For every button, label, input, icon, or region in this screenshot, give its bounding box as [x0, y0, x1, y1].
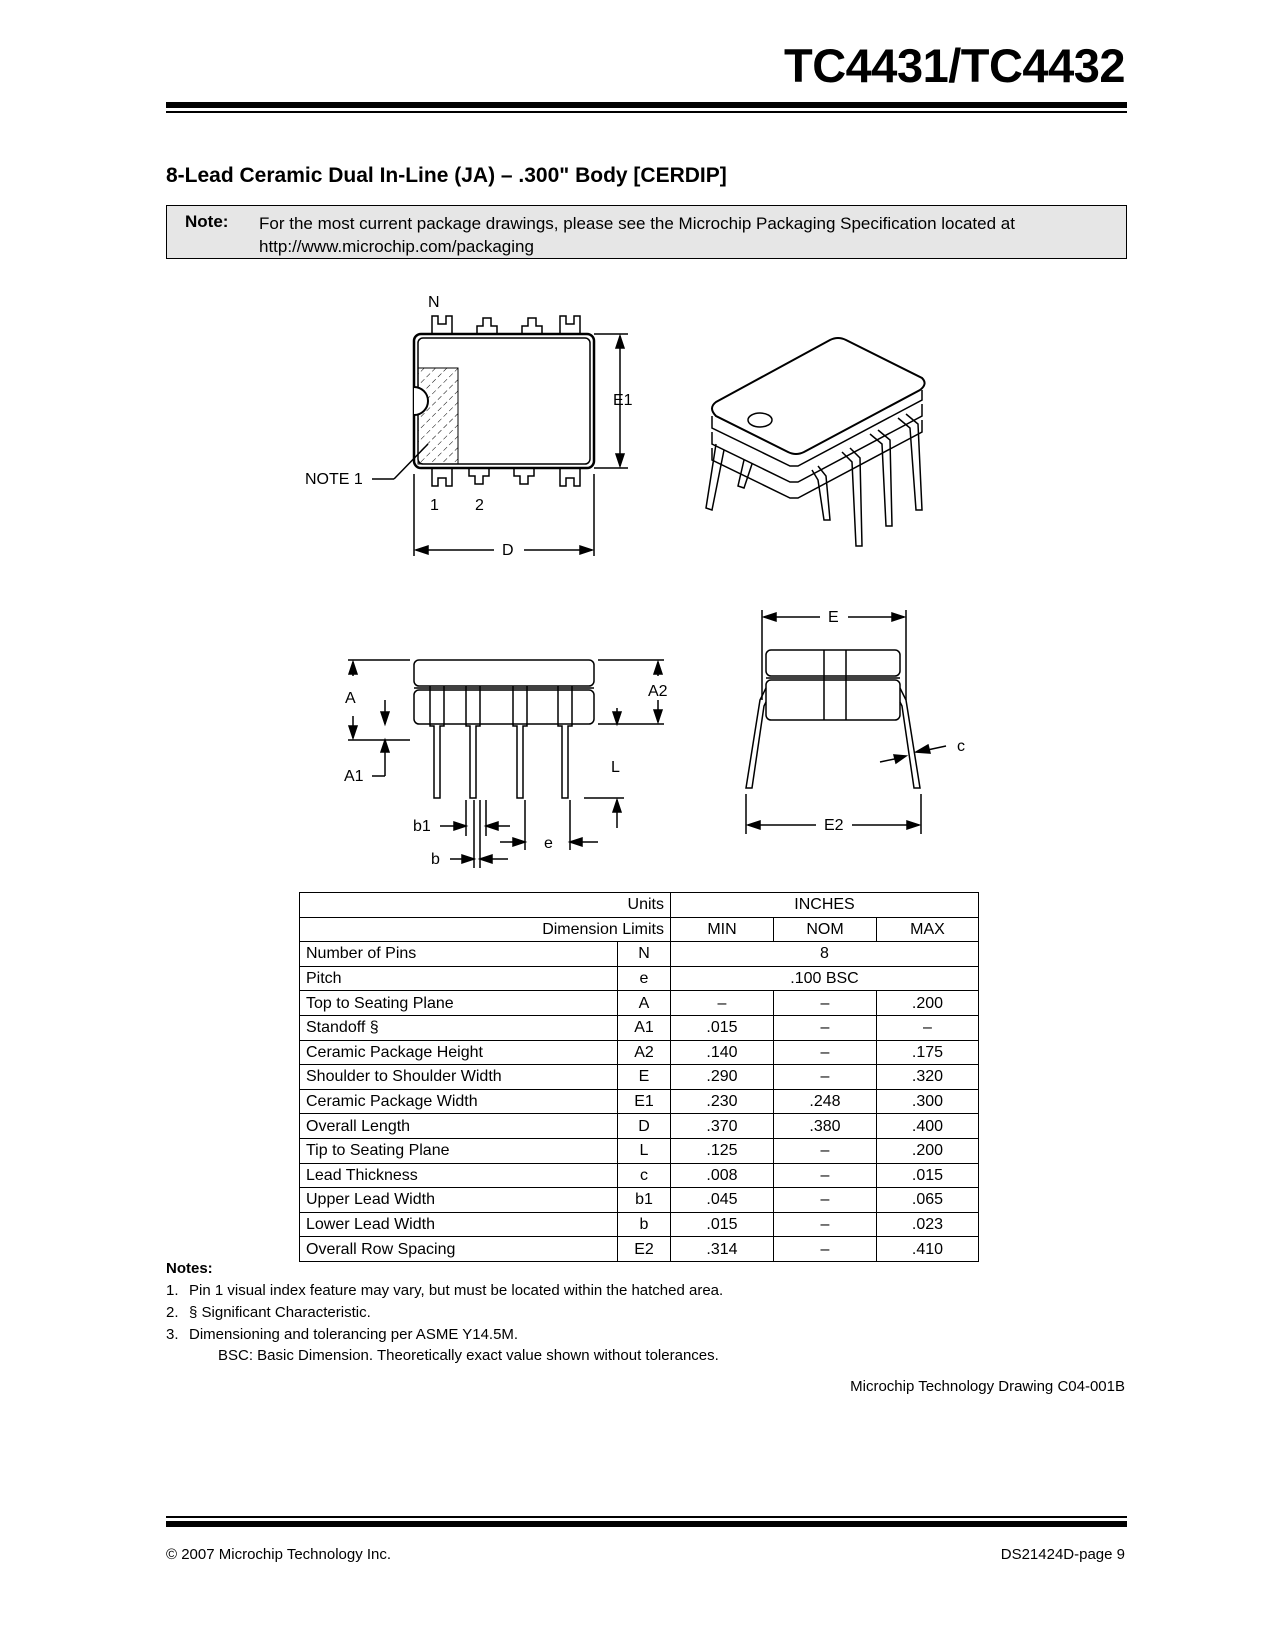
e-arrow — [570, 838, 582, 846]
iso-lead — [870, 430, 892, 526]
note-text: Dimensioning and tolerancing per ASME Y14.5M. — [189, 1326, 519, 1343]
top-lead — [522, 318, 542, 334]
dimension-max: .300 — [877, 1089, 979, 1114]
page-number: DS21424D-page 9 — [1000, 1546, 1125, 1563]
note-item — [166, 1302, 723, 1324]
dimension-symbol: A — [618, 991, 671, 1016]
dimension-min: .015 — [671, 1212, 774, 1237]
drawing-id: Microchip Technology Drawing C04-001B — [850, 1378, 1125, 1395]
bottom-leads — [432, 468, 580, 486]
dimension-symbol: A2 — [618, 1040, 671, 1065]
dimension-min: .125 — [671, 1138, 774, 1163]
dimension-min: – — [671, 991, 774, 1016]
label-D: D — [502, 542, 514, 559]
A-arrow — [349, 662, 357, 674]
dimension-nom: – — [774, 1188, 877, 1213]
iso-pin1-notch — [748, 413, 772, 427]
dimension-nom: – — [774, 1065, 877, 1090]
note-box — [166, 205, 1127, 259]
dimension-symbol: E — [618, 1065, 671, 1090]
dimension-symbol: N — [618, 942, 671, 967]
table-row — [300, 991, 979, 1016]
dimension-name: Number of Pins — [300, 942, 618, 967]
side-lead — [558, 686, 572, 798]
b1-arrow — [454, 822, 466, 830]
table-row — [300, 1114, 979, 1139]
label-A1: A1 — [344, 768, 364, 785]
table-row — [300, 1040, 979, 1065]
A1-arrow — [381, 712, 389, 724]
note-number: 3. — [166, 1326, 179, 1343]
end-view-body-top — [766, 650, 900, 676]
col-nom-header: NOM — [774, 917, 877, 942]
dimension-min: .140 — [671, 1040, 774, 1065]
dimension-max: .200 — [877, 1138, 979, 1163]
b-arrow — [462, 855, 474, 863]
table-row — [300, 1089, 979, 1114]
table-row — [300, 1163, 979, 1188]
table-row — [300, 966, 979, 991]
note-number: 2. — [166, 1304, 179, 1321]
E1-arrow — [616, 336, 624, 348]
dimension-nom: – — [774, 1212, 877, 1237]
dimensions-table — [299, 892, 979, 1262]
pin1-hatched-area — [418, 368, 458, 464]
E-arrow — [764, 613, 776, 621]
label-pin2: 2 — [475, 497, 484, 514]
header-rule-thin — [166, 111, 1127, 113]
iso-lead — [738, 460, 752, 488]
iso-lead — [812, 466, 830, 520]
dimension-symbol: A1 — [618, 1015, 671, 1040]
dimension-value: .100 BSC — [671, 966, 979, 991]
table-row — [300, 1237, 979, 1262]
top-lead — [560, 316, 580, 334]
bottom-lead — [560, 468, 580, 486]
dimension-min: .045 — [671, 1188, 774, 1213]
dimension-max: .400 — [877, 1114, 979, 1139]
label-N: N — [428, 294, 440, 311]
c-arrow — [894, 755, 906, 763]
bottom-lead — [514, 468, 534, 484]
document-title: TC4431/TC4432 — [784, 39, 1125, 92]
dimension-name: Overall Row Spacing — [300, 1237, 618, 1262]
label-b1: b1 — [413, 818, 431, 835]
top-lead — [432, 316, 452, 334]
dimension-min: .230 — [671, 1089, 774, 1114]
b1-arrow — [486, 822, 498, 830]
dimension-name: Pitch — [300, 966, 618, 991]
dimension-symbol: b — [618, 1212, 671, 1237]
E-arrow — [892, 613, 904, 621]
end-lead-left — [746, 688, 766, 788]
dimension-limits-label: Dimension Limits — [300, 917, 671, 942]
copyright: © 2007 Microchip Technology Inc. — [166, 1546, 392, 1563]
table-header-row — [300, 893, 979, 918]
dimension-max: .065 — [877, 1188, 979, 1213]
dimension-min: .370 — [671, 1114, 774, 1139]
A2-arrow — [654, 662, 662, 674]
note-number: 1. — [166, 1282, 179, 1299]
dimension-symbol: c — [618, 1163, 671, 1188]
dimension-min: .015 — [671, 1015, 774, 1040]
col-max-header: MAX — [877, 917, 979, 942]
label-A2: A2 — [648, 683, 668, 700]
dimension-symbol: E2 — [618, 1237, 671, 1262]
iso-lead — [706, 444, 724, 510]
side-lead — [513, 686, 527, 798]
dimension-max: .015 — [877, 1163, 979, 1188]
header-rule-thick — [166, 102, 1127, 108]
side-lead — [466, 686, 480, 798]
note-text: § Significant Characteristic. — [189, 1304, 371, 1321]
dimension-min: .008 — [671, 1163, 774, 1188]
dimension-nom: .380 — [774, 1114, 877, 1139]
A1-arrow — [381, 740, 389, 752]
note-label: Note: — [185, 212, 229, 231]
b-arrow — [480, 855, 492, 863]
dimension-max: .023 — [877, 1212, 979, 1237]
dimension-max: .320 — [877, 1065, 979, 1090]
E1-arrow — [616, 454, 624, 466]
table-row — [300, 1138, 979, 1163]
dimension-nom: .248 — [774, 1089, 877, 1114]
iso-lead — [898, 414, 922, 510]
bottom-lead — [469, 468, 489, 484]
dimension-name: Tip to Seating Plane — [300, 1138, 618, 1163]
label-e: e — [544, 835, 553, 852]
note-text-line-2: http://www.microchip.com/packaging — [259, 237, 534, 256]
D-arrow — [580, 546, 592, 554]
dimension-nom: – — [774, 1015, 877, 1040]
section-title: 8-Lead Ceramic Dual In-Line (JA) – .300" Body [CERDIP] — [166, 164, 727, 187]
dimension-value: 8 — [671, 942, 979, 967]
dimension-name: Standoff § — [300, 1015, 618, 1040]
note-item — [166, 1324, 723, 1346]
table-header-row — [300, 917, 979, 942]
note-item — [166, 1280, 723, 1302]
top-leads — [432, 316, 580, 334]
dimension-symbol: e — [618, 966, 671, 991]
end-lead-right — [900, 688, 920, 788]
dimension-nom: – — [774, 1237, 877, 1262]
dimension-name: Shoulder to Shoulder Width — [300, 1065, 618, 1090]
dimension-nom: – — [774, 1040, 877, 1065]
table-row — [300, 1065, 979, 1090]
A-arrow — [349, 726, 357, 738]
label-E1: E1 — [613, 392, 633, 409]
table-row — [300, 1015, 979, 1040]
footer-rule-thick — [166, 1521, 1127, 1527]
side-view — [344, 660, 668, 868]
notes-heading: Notes: — [166, 1260, 213, 1277]
dimension-symbol: E1 — [618, 1089, 671, 1114]
c-arrow — [916, 745, 930, 753]
label-c: c — [957, 738, 965, 755]
end-view-body-bottom — [766, 680, 900, 720]
A2-arrow — [654, 710, 662, 722]
D-arrow — [416, 546, 428, 554]
table-row — [300, 942, 979, 967]
dimension-min: .290 — [671, 1065, 774, 1090]
dimension-name: Lead Thickness — [300, 1163, 618, 1188]
L-arrow — [613, 800, 621, 812]
table-row — [300, 1212, 979, 1237]
dimension-nom: – — [774, 1138, 877, 1163]
dimension-name: Top to Seating Plane — [300, 991, 618, 1016]
top-view — [305, 294, 633, 559]
dimension-max: .200 — [877, 991, 979, 1016]
units-value: INCHES — [671, 893, 979, 918]
dimension-nom: – — [774, 1163, 877, 1188]
dimension-name: Ceramic Package Height — [300, 1040, 618, 1065]
dimension-name: Overall Length — [300, 1114, 618, 1139]
units-label: Units — [300, 893, 671, 918]
L-arrow — [613, 712, 621, 724]
footer-rule-thin — [166, 1516, 1127, 1518]
dimension-name: Upper Lead Width — [300, 1188, 618, 1213]
label-A: A — [345, 690, 356, 707]
side-view-body-top — [414, 660, 594, 686]
dimension-min: .314 — [671, 1237, 774, 1262]
dimension-max: – — [877, 1015, 979, 1040]
dimension-symbol: b1 — [618, 1188, 671, 1213]
label-note1: NOTE 1 — [305, 471, 363, 488]
dimension-symbol: D — [618, 1114, 671, 1139]
note-text — [259, 212, 1099, 258]
label-L: L — [611, 759, 620, 776]
dimension-symbol: L — [618, 1138, 671, 1163]
side-lead — [430, 686, 444, 798]
bsc-note: BSC: Basic Dimension. Theoretically exact value shown without tolerances. — [218, 1347, 719, 1364]
isometric-view — [706, 338, 925, 546]
dimension-max: .410 — [877, 1237, 979, 1262]
top-lead — [477, 318, 497, 334]
iso-lead — [842, 448, 862, 546]
dimension-name: Ceramic Package Width — [300, 1089, 618, 1114]
package-drawing — [0, 270, 1275, 880]
iso-top-face — [712, 338, 925, 454]
dimension-max: .175 — [877, 1040, 979, 1065]
end-view — [746, 609, 965, 834]
side-view-leads — [430, 686, 572, 798]
label-E2: E2 — [824, 817, 844, 834]
E2-arrow — [748, 821, 760, 829]
label-pin1: 1 — [430, 497, 439, 514]
note-text-line-1: For the most current package drawings, please see the Microchip Packaging Specification located at — [259, 214, 1015, 233]
notes-list — [166, 1280, 723, 1346]
bottom-lead — [432, 468, 452, 486]
note-text: Pin 1 visual index feature may vary, but must be located within the hatched area. — [189, 1282, 724, 1299]
col-min-header: MIN — [671, 917, 774, 942]
dimension-nom: – — [774, 991, 877, 1016]
label-b: b — [431, 851, 440, 868]
table-row — [300, 1188, 979, 1213]
dimension-name: Lower Lead Width — [300, 1212, 618, 1237]
E2-arrow — [907, 821, 919, 829]
label-E: E — [828, 609, 839, 626]
e-arrow — [513, 838, 525, 846]
side-view-body-bottom — [414, 690, 594, 724]
